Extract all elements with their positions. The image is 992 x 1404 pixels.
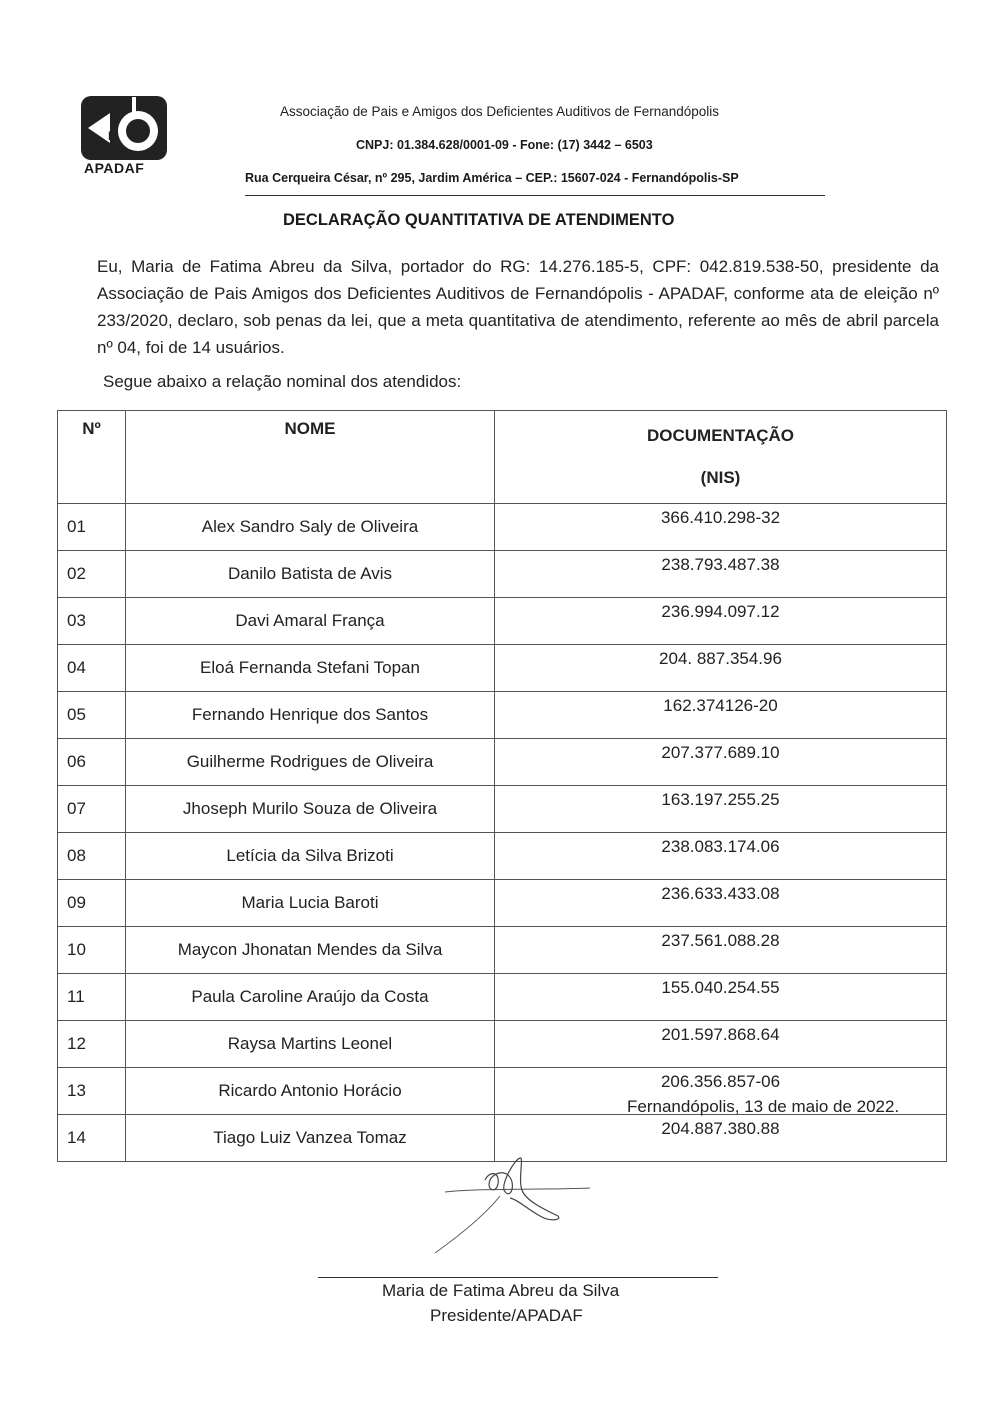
row-num: 05 [58,692,126,739]
row-num: 12 [58,1021,126,1068]
row-num: 02 [58,551,126,598]
row-num: 04 [58,645,126,692]
row-doc: 204. 887.354.96 [495,645,947,692]
table-row [58,645,947,692]
row-doc: 236.994.097.12 [495,598,947,645]
row-doc: 366.410.298-32 [495,504,947,551]
row-nome: Jhoseph Murilo Souza de Oliveira [126,786,495,833]
table-row [58,1021,947,1068]
row-nome: Guilherme Rodrigues de Oliveira [126,739,495,786]
row-num: 06 [58,739,126,786]
row-num: 01 [58,504,126,551]
address: Rua Cerqueira César, nº 295, Jardim América – CEP.: 15607-024 - Fernandópolis-SP [245,171,739,185]
row-doc: 155.040.254.55 [495,974,947,1021]
row-doc: 237.561.088.28 [495,927,947,974]
row-doc: 236.633.433.08 [495,880,947,927]
row-nome: Fernando Henrique dos Santos [126,692,495,739]
row-nome: Maria Lucia Baroti [126,880,495,927]
row-num: 13 [58,1068,126,1115]
table-row [58,551,947,598]
table-row [58,833,947,880]
row-num: 03 [58,598,126,645]
row-doc: 204.887.380.88 [495,1115,947,1162]
document-title: DECLARAÇÃO QUANTITATIVA DE ATENDIMENTO [283,211,675,229]
document-date: Fernandópolis, 13 de maio de 2022. [627,1097,900,1116]
row-nome: Raysa Martins Leonel [126,1021,495,1068]
row-num: 07 [58,786,126,833]
table-row [58,974,947,1021]
row-num: 10 [58,927,126,974]
signatory-role: Presidente/APADAF [430,1306,583,1325]
row-nome: Alex Sandro Saly de Oliveira [126,504,495,551]
header-num: Nº [58,411,126,504]
row-doc: 238.083.174.06 [495,833,947,880]
signature-line [318,1277,718,1278]
row-nome: Maycon Jhonatan Mendes da Silva [126,927,495,974]
row-doc: 201.597.868.64 [495,1021,947,1068]
logo-text: APADAF [84,160,145,176]
header-doc [495,411,947,504]
svg-text:A: A [110,112,119,126]
header-doc-title: DOCUMENTAÇÃO [646,426,794,445]
declaration-paragraph: Eu, Maria de Fatima Abreu da Silva, portador do RG: 14.276.185-5, CPF: 042.819.538-50, presidente da Associação de Pais Amigos dos Deficientes Auditivos de Fernandópolis - APADAF, conforme ata de eleição nº 233/2020, declaro, sob penas da lei, que a meta quantitativa de atendimento, referente ao mês de abril parcela nº 04, foi de 14 usuários. [97,257,939,357]
handwritten-signature [430,1150,610,1260]
row-doc: 206.356.857-06 [495,1068,947,1115]
row-nome: Davi Amaral França [126,598,495,645]
table-header-row [58,411,947,504]
row-doc: 162.374126-20 [495,692,947,739]
header-nome: NOME [126,411,495,504]
row-doc: 207.377.689.10 [495,739,947,786]
row-doc: 238.793.487.38 [495,551,947,598]
row-num: 14 [58,1115,126,1162]
intro-text: Segue abaixo a relação nominal dos atendidos: [103,372,462,391]
table-row [58,598,947,645]
row-nome: Tiago Luiz Vanzea Tomaz [126,1115,495,1162]
row-nome: Ricardo Antonio Horácio [126,1068,495,1115]
row-num: 09 [58,880,126,927]
organization-name: Associação de Pais e Amigos dos Deficientes Auditivos de Fernandópolis [280,104,720,119]
table-row [58,927,947,974]
attendees-table [57,410,947,1162]
table-row [58,786,947,833]
table-row [58,880,947,927]
row-nome: Paula Caroline Araújo da Costa [126,974,495,1021]
table-row [58,692,947,739]
row-num: 11 [58,974,126,1021]
table-row [58,504,947,551]
signatory-name: Maria de Fatima Abreu da Silva [382,1281,620,1300]
row-nome: Eloá Fernanda Stefani Topan [126,645,495,692]
row-nome: Danilo Batista de Avis [126,551,495,598]
table-row [58,739,947,786]
svg-text:D: D [108,129,117,143]
cnpj-phone: CNPJ: 01.384.628/0001-09 - Fone: (17) 3442 – 6503 [356,138,653,152]
row-nome: Letícia da Silva Brizoti [126,833,495,880]
row-num: 08 [58,833,126,880]
row-doc: 163.197.255.25 [495,786,947,833]
header-divider [245,195,825,196]
table-body [58,504,947,1162]
header-doc-sub: (NIS) [700,468,741,487]
